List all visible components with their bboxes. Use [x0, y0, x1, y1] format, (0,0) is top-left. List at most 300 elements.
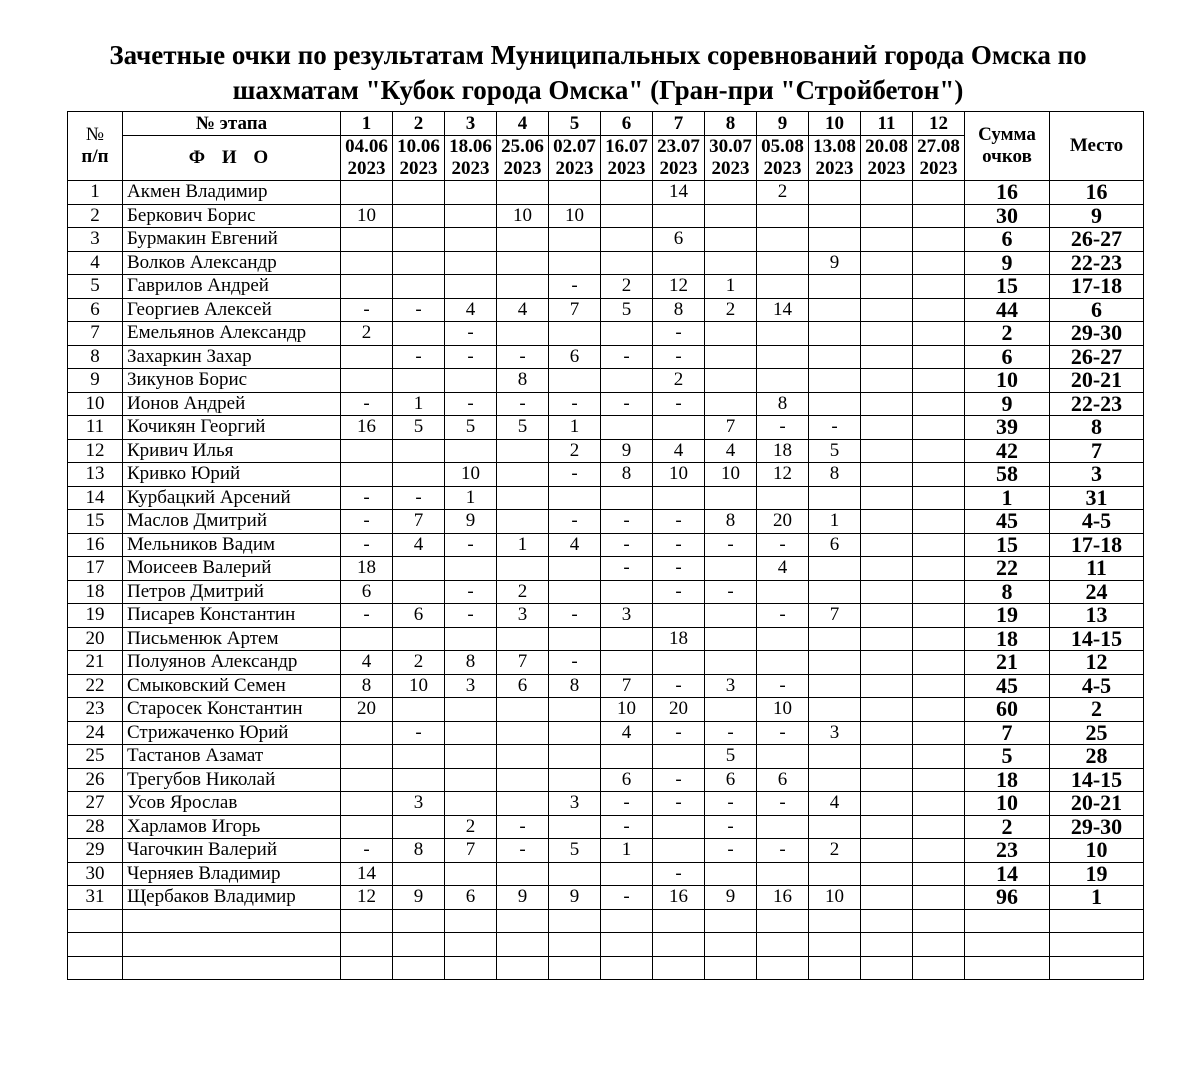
stage-score: 10 [757, 698, 809, 722]
stage-score: 16 [653, 886, 705, 910]
stage-score [913, 580, 965, 604]
stage-score [341, 627, 393, 651]
stage-score: 8 [809, 463, 861, 487]
stage-score: - [601, 533, 653, 557]
stage-score [913, 322, 965, 346]
points-sum: 45 [965, 674, 1050, 698]
stage-score [341, 439, 393, 463]
points-sum: 10 [965, 792, 1050, 816]
stage-date: 16.07 [605, 136, 648, 157]
stage-score: 9 [601, 439, 653, 463]
stage-score [861, 604, 913, 628]
place: 6 [1050, 298, 1144, 322]
stage-score [445, 627, 497, 651]
stage-score: 2 [757, 181, 809, 205]
table-row [68, 792, 1144, 816]
stage-score [705, 181, 757, 205]
stage-score: 2 [341, 322, 393, 346]
stage-date-cell [601, 136, 653, 181]
player-name: Письменюк Артем [123, 627, 341, 651]
stage-score [393, 204, 445, 228]
empty-cell [809, 956, 861, 980]
stage-score: - [705, 721, 757, 745]
stage-score: - [653, 345, 705, 369]
points-sum: 45 [965, 510, 1050, 534]
stage-number: 6 [601, 112, 653, 136]
stage-score: - [653, 792, 705, 816]
stage-score: - [445, 604, 497, 628]
stage-score: 18 [757, 439, 809, 463]
player-name: Чагочкин Валерий [123, 839, 341, 863]
stage-score [445, 439, 497, 463]
stage-score: - [549, 463, 601, 487]
stage-score [913, 886, 965, 910]
row-number: 29 [68, 839, 123, 863]
player-name: Маслов Дмитрий [123, 510, 341, 534]
stage-score: - [341, 298, 393, 322]
empty-cell [913, 909, 965, 933]
points-sum: 60 [965, 698, 1050, 722]
stage-score: 4 [445, 298, 497, 322]
points-sum: 15 [965, 275, 1050, 299]
stage-score [861, 392, 913, 416]
stage-score: 3 [705, 674, 757, 698]
stage-score: 5 [445, 416, 497, 440]
stage-score: 6 [757, 768, 809, 792]
stage-number: 3 [445, 112, 497, 136]
empty-cell [68, 909, 123, 933]
stage-score [861, 322, 913, 346]
stage-score: - [393, 486, 445, 510]
stage-score [757, 345, 809, 369]
table-row [68, 839, 1144, 863]
empty-cell [965, 909, 1050, 933]
stage-score [705, 627, 757, 651]
stage-score [861, 204, 913, 228]
player-name: Полуянов Александр [123, 651, 341, 675]
stage-score: 3 [809, 721, 861, 745]
header-sum-line2: очков [982, 146, 1032, 167]
stage-score [393, 322, 445, 346]
empty-cell [68, 933, 123, 957]
stage-score [913, 392, 965, 416]
stage-score [913, 815, 965, 839]
stage-date-cell [341, 136, 393, 181]
stage-score [445, 862, 497, 886]
stage-score: 2 [809, 839, 861, 863]
stage-score [393, 275, 445, 299]
stage-year: 2023 [711, 158, 750, 179]
stage-score [809, 862, 861, 886]
stage-score [913, 533, 965, 557]
player-name: Бурмакин Евгений [123, 228, 341, 252]
stage-score [757, 228, 809, 252]
stage-score [861, 651, 913, 675]
header-place: Место [1050, 112, 1144, 181]
stage-score [861, 745, 913, 769]
stage-score [601, 322, 653, 346]
stage-score [601, 228, 653, 252]
stage-score: 4 [341, 651, 393, 675]
stage-score [809, 486, 861, 510]
stage-score: 7 [497, 651, 549, 675]
stage-score [861, 792, 913, 816]
points-sum: 16 [965, 181, 1050, 205]
stage-score [549, 228, 601, 252]
stage-date: 18.06 [449, 136, 492, 157]
stage-score [809, 768, 861, 792]
place: 17-18 [1050, 533, 1144, 557]
stage-score: 4 [809, 792, 861, 816]
points-sum: 39 [965, 416, 1050, 440]
place: 7 [1050, 439, 1144, 463]
empty-cell [653, 956, 705, 980]
stage-score: 8 [601, 463, 653, 487]
stage-score: 10 [809, 886, 861, 910]
empty-cell [497, 933, 549, 957]
stage-score [497, 181, 549, 205]
stage-score [861, 721, 913, 745]
player-name: Петров Дмитрий [123, 580, 341, 604]
stage-score: 8 [393, 839, 445, 863]
empty-cell [653, 933, 705, 957]
stage-score [445, 181, 497, 205]
stage-score: - [445, 580, 497, 604]
stage-score [809, 275, 861, 299]
stage-score [445, 745, 497, 769]
stage-score [653, 745, 705, 769]
stage-score [497, 510, 549, 534]
stage-score [809, 651, 861, 675]
player-name: Ионов Андрей [123, 392, 341, 416]
stage-score [497, 792, 549, 816]
stage-score: 5 [393, 416, 445, 440]
stage-score [913, 698, 965, 722]
stage-score: 8 [445, 651, 497, 675]
stage-score: 4 [601, 721, 653, 745]
stage-score [809, 322, 861, 346]
stage-score [913, 439, 965, 463]
stage-score [497, 627, 549, 651]
stage-date-cell [913, 136, 965, 181]
title-line-1: Зачетные очки по результатам Муниципальных соревнований города Омска по [109, 40, 1087, 70]
table-row [68, 345, 1144, 369]
player-name: Тастанов Азамат [123, 745, 341, 769]
points-sum: 44 [965, 298, 1050, 322]
stage-score [445, 369, 497, 393]
stage-score [601, 862, 653, 886]
empty-cell [1050, 909, 1144, 933]
empty-cell [861, 933, 913, 957]
row-number: 19 [68, 604, 123, 628]
empty-cell [123, 956, 341, 980]
stage-score: - [653, 721, 705, 745]
stage-score: - [601, 792, 653, 816]
row-number: 7 [68, 322, 123, 346]
stage-score: 16 [757, 886, 809, 910]
stage-score [757, 275, 809, 299]
stage-score [913, 251, 965, 275]
stage-number: 1 [341, 112, 393, 136]
stage-score [913, 721, 965, 745]
stage-score: - [445, 322, 497, 346]
player-name: Емельянов Александр [123, 322, 341, 346]
empty-cell [68, 956, 123, 980]
stage-score [341, 721, 393, 745]
stage-score: - [705, 533, 757, 557]
stage-score [705, 228, 757, 252]
stage-score: 6 [549, 345, 601, 369]
stage-score: - [757, 604, 809, 628]
row-number: 16 [68, 533, 123, 557]
stage-score: - [393, 345, 445, 369]
table-row [68, 181, 1144, 205]
stage-score [757, 486, 809, 510]
stage-score [757, 251, 809, 275]
stage-score: 12 [653, 275, 705, 299]
stage-score: 4 [705, 439, 757, 463]
stage-score [497, 251, 549, 275]
stage-score: 10 [393, 674, 445, 698]
stage-score: 2 [705, 298, 757, 322]
stage-score [861, 862, 913, 886]
stage-score [757, 745, 809, 769]
stage-score: 8 [341, 674, 393, 698]
stage-score [549, 181, 601, 205]
stage-number: 12 [913, 112, 965, 136]
stage-score [341, 251, 393, 275]
table-row [68, 510, 1144, 534]
stage-score [757, 322, 809, 346]
stage-year: 2023 [815, 158, 854, 179]
stage-score [861, 510, 913, 534]
stage-score [913, 181, 965, 205]
points-sum: 21 [965, 651, 1050, 675]
stage-score: 4 [549, 533, 601, 557]
stage-score: - [341, 486, 393, 510]
stage-score [861, 580, 913, 604]
row-number: 26 [68, 768, 123, 792]
stage-score: 1 [809, 510, 861, 534]
table-row [68, 369, 1144, 393]
stage-score [393, 251, 445, 275]
stage-score [913, 486, 965, 510]
stage-score: 7 [393, 510, 445, 534]
table-row [68, 698, 1144, 722]
stage-score [705, 369, 757, 393]
stage-score [549, 322, 601, 346]
player-name: Захаркин Захар [123, 345, 341, 369]
stage-score [653, 815, 705, 839]
player-name: Усов Ярослав [123, 792, 341, 816]
place: 9 [1050, 204, 1144, 228]
stage-score: - [497, 815, 549, 839]
stage-score [913, 627, 965, 651]
stage-score [341, 815, 393, 839]
empty-cell [549, 956, 601, 980]
stage-date-cell [497, 136, 549, 181]
stage-score [757, 204, 809, 228]
table-row [68, 580, 1144, 604]
player-name: Георгиев Алексей [123, 298, 341, 322]
points-sum: 15 [965, 533, 1050, 557]
place: 2 [1050, 698, 1144, 722]
stage-score: 8 [549, 674, 601, 698]
stage-score: - [497, 345, 549, 369]
stage-score [861, 486, 913, 510]
stage-date-cell [393, 136, 445, 181]
stage-score: - [549, 275, 601, 299]
stage-score [497, 862, 549, 886]
stage-year: 2023 [555, 158, 594, 179]
stage-score: 14 [757, 298, 809, 322]
stage-score [757, 580, 809, 604]
stage-score [809, 392, 861, 416]
stage-score: 9 [393, 886, 445, 910]
points-sum: 2 [965, 815, 1050, 839]
stage-score [393, 698, 445, 722]
stage-score [705, 345, 757, 369]
stage-score: 5 [809, 439, 861, 463]
place: 28 [1050, 745, 1144, 769]
stage-date-cell [861, 136, 913, 181]
stage-score [809, 580, 861, 604]
stage-score [913, 463, 965, 487]
place: 22-23 [1050, 251, 1144, 275]
place: 17-18 [1050, 275, 1144, 299]
header-sum-cell [965, 112, 1050, 181]
stage-score: 8 [497, 369, 549, 393]
stage-year: 2023 [919, 158, 958, 179]
page-title [0, 38, 1196, 108]
stage-year: 2023 [763, 158, 802, 179]
stage-score [861, 251, 913, 275]
player-name: Курбацкий Арсений [123, 486, 341, 510]
stage-score [393, 369, 445, 393]
stage-score [705, 322, 757, 346]
stage-score [445, 251, 497, 275]
stage-score: - [445, 345, 497, 369]
stage-date: 02.07 [553, 136, 596, 157]
place: 16 [1050, 181, 1144, 205]
stage-score [549, 815, 601, 839]
empty-cell [757, 909, 809, 933]
stage-score [809, 345, 861, 369]
empty-cell [549, 933, 601, 957]
stage-score [653, 416, 705, 440]
stage-score [913, 275, 965, 299]
stage-score: 2 [601, 275, 653, 299]
stage-date: 23.07 [657, 136, 700, 157]
stage-score: - [809, 416, 861, 440]
points-sum: 30 [965, 204, 1050, 228]
stage-score [341, 768, 393, 792]
stage-score [757, 651, 809, 675]
stage-score: 20 [757, 510, 809, 534]
points-sum: 96 [965, 886, 1050, 910]
stage-score: - [705, 792, 757, 816]
stage-score [601, 651, 653, 675]
empty-cell [1050, 933, 1144, 957]
stage-number: 8 [705, 112, 757, 136]
stage-score: - [653, 533, 705, 557]
stage-score [913, 510, 965, 534]
stage-score: - [653, 322, 705, 346]
stage-date: 27.08 [917, 136, 960, 157]
row-number: 4 [68, 251, 123, 275]
place: 8 [1050, 416, 1144, 440]
empty-cell [393, 933, 445, 957]
stage-score: 4 [653, 439, 705, 463]
stage-number: 7 [653, 112, 705, 136]
place: 24 [1050, 580, 1144, 604]
stage-score [913, 745, 965, 769]
empty-cell [705, 933, 757, 957]
stage-score [341, 792, 393, 816]
place: 13 [1050, 604, 1144, 628]
stage-score: - [393, 298, 445, 322]
stage-score: - [601, 510, 653, 534]
stage-score [913, 557, 965, 581]
stage-score [809, 745, 861, 769]
stage-score: 14 [653, 181, 705, 205]
table-row [68, 533, 1144, 557]
player-name: Стрижаченко Юрий [123, 721, 341, 745]
stage-score [653, 651, 705, 675]
row-number: 2 [68, 204, 123, 228]
header-fio-label: Ф И О [123, 136, 341, 181]
empty-cell [393, 909, 445, 933]
stage-score [601, 251, 653, 275]
player-name: Черняев Владимир [123, 862, 341, 886]
stage-score [601, 204, 653, 228]
stage-score [809, 181, 861, 205]
points-sum: 9 [965, 392, 1050, 416]
place: 29-30 [1050, 815, 1144, 839]
stage-score: 3 [445, 674, 497, 698]
stage-score [497, 275, 549, 299]
stage-score: 7 [809, 604, 861, 628]
row-number: 13 [68, 463, 123, 487]
stage-score [341, 345, 393, 369]
stage-score [601, 369, 653, 393]
points-sum: 18 [965, 768, 1050, 792]
points-sum: 23 [965, 839, 1050, 863]
place: 10 [1050, 839, 1144, 863]
empty-cell [653, 909, 705, 933]
stage-number: 10 [809, 112, 861, 136]
stage-score: - [757, 416, 809, 440]
stage-number: 2 [393, 112, 445, 136]
stage-number: 4 [497, 112, 549, 136]
stage-score [757, 815, 809, 839]
stage-score: 7 [705, 416, 757, 440]
stage-score [861, 298, 913, 322]
player-name: Харламов Игорь [123, 815, 341, 839]
stage-score [341, 745, 393, 769]
place: 14-15 [1050, 627, 1144, 651]
stage-score [861, 463, 913, 487]
stage-score: 9 [549, 886, 601, 910]
stage-score [549, 721, 601, 745]
results-body [68, 112, 1144, 980]
stage-score: - [601, 815, 653, 839]
stage-score: 10 [653, 463, 705, 487]
place: 26-27 [1050, 345, 1144, 369]
row-number: 6 [68, 298, 123, 322]
empty-cell [705, 956, 757, 980]
stage-date: 05.08 [761, 136, 804, 157]
